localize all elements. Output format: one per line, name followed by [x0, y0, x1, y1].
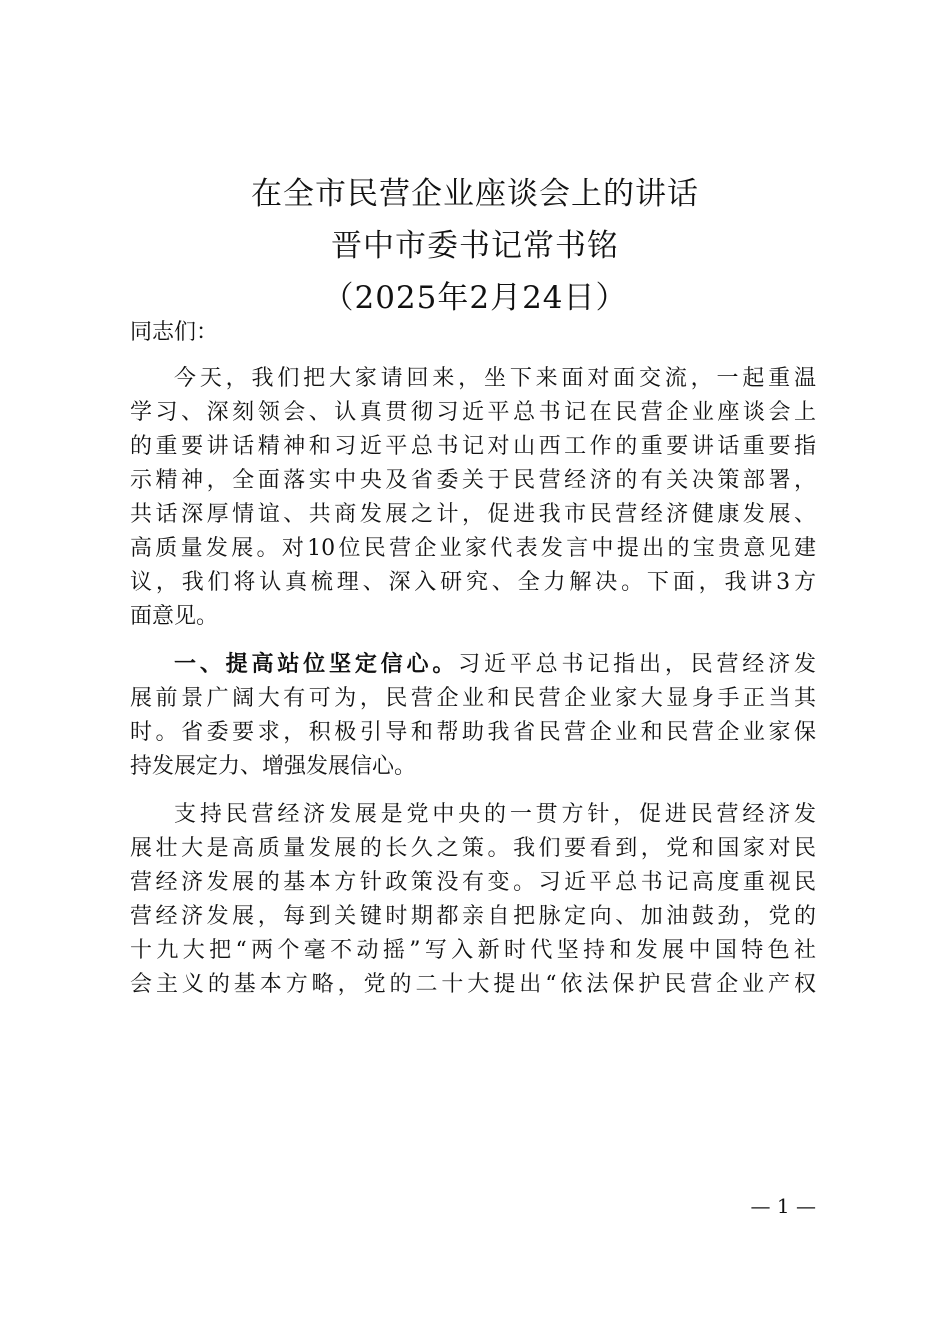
paragraph-line: 议，我们将认真梳理、深入研究、全力解决。下面，我讲3方 — [130, 570, 816, 595]
paragraph-line: 支持民营经济发展是党中央的一贯方针，促进民营经济发 — [174, 802, 816, 827]
paragraph-line: 示精神，全面落实中央及省委关于民营经济的有关决策部署， — [130, 468, 816, 493]
paragraph-line: 会主义的基本方略，党的二十大提出“依法保护民营企业产权 — [130, 972, 816, 997]
page-number: — 1 — — [750, 1194, 816, 1218]
paragraph-line: 时。省委要求，积极引导和帮助我省民营企业和民营企业家保 — [130, 720, 816, 745]
paragraph-line: 面意见。 — [130, 604, 219, 629]
paragraph-line: 营经济发展的基本方针政策没有变。习近平总书记高度重视民 — [130, 870, 816, 895]
section-text: 习近平总书记指出，民营经济发 — [458, 652, 816, 677]
salutation: 同志们： — [130, 320, 219, 345]
paragraph-line: 展前景广阔大有可为，民营企业和民营企业家大显身手正当其 — [130, 686, 816, 711]
paragraph-line: 今天，我们把大家请回来，坐下来面对面交流，一起重温 — [174, 366, 816, 391]
paragraph-support — [130, 798, 816, 1002]
paragraph-opening — [130, 362, 816, 634]
paragraph-line: 展壮大是高质量发展的长久之策。我们要看到，党和国家对民 — [130, 836, 816, 861]
speaker-line: 晋中市委书记常书铭 — [331, 228, 619, 264]
section-heading: 一、提高站位坚定信心。 — [174, 652, 459, 677]
section-one — [130, 648, 816, 784]
title-block — [0, 168, 950, 324]
paragraph-line: 持发展定力、增强发展信心。 — [130, 754, 417, 779]
paragraph-line: 共话深厚情谊、共商发展之计，促进我市民营经济健康发展、 — [130, 502, 816, 527]
date-line: （2025年2月24日） — [322, 280, 628, 316]
document-title: 在全市民营企业座谈会上的讲话 — [251, 176, 699, 212]
paragraph-line: 学习、深刻领会、认真贯彻习近平总书记在民营企业座谈会上 — [130, 400, 816, 425]
document-body — [130, 316, 816, 1002]
paragraph-line: 高质量发展。对10位民营企业家代表发言中提出的宝贵意见建 — [130, 536, 816, 561]
paragraph-line: 的重要讲话精神和习近平总书记对山西工作的重要讲话重要指 — [130, 434, 816, 459]
paragraph-line: 十九大把“两个毫不动摇”写入新时代坚持和发展中国特色社 — [130, 938, 816, 963]
paragraph-line — [130, 648, 816, 682]
paragraph-line: 营经济发展，每到关键时期都亲自把脉定向、加油鼓劲，党的 — [130, 904, 816, 929]
